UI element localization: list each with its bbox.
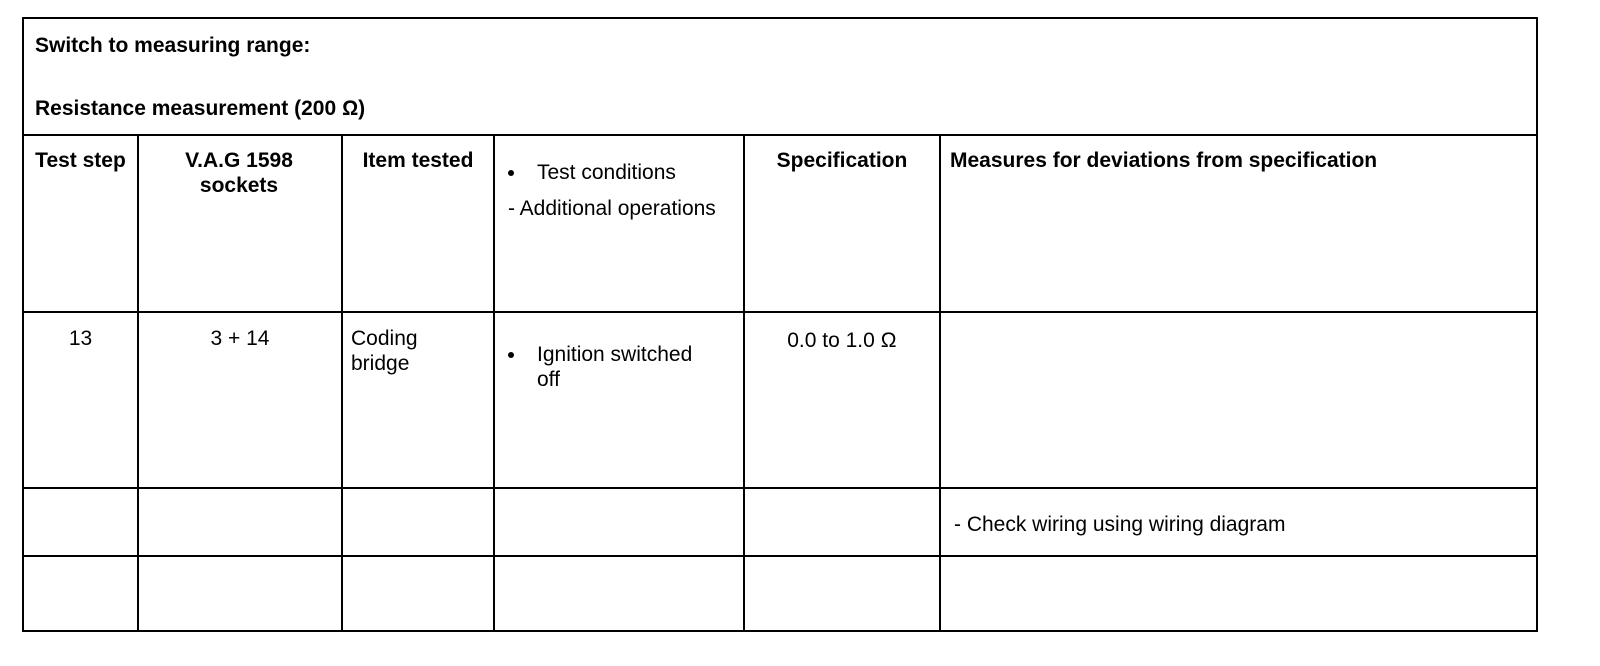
row-divider — [24, 311, 1536, 313]
row-specification: 0.0 to 1.0 Ω — [787, 329, 897, 352]
row-divider — [24, 555, 1536, 557]
header-test-conditions — [495, 160, 735, 221]
test-conditions-bullet-item — [495, 160, 735, 185]
test-conditions-label: Test conditions — [537, 161, 676, 184]
bullet-icon — [508, 170, 514, 176]
table-heading — [24, 19, 1536, 136]
header-sockets: V.A.G 1598 sockets — [185, 149, 293, 197]
header-item-tested: Item tested — [362, 149, 474, 172]
condition-bullet-item — [495, 342, 715, 392]
row-condition — [495, 342, 715, 392]
row-sockets: 3 + 14 — [210, 327, 270, 350]
header-test-step: Test step — [35, 149, 126, 172]
header-measures: Measures for deviations from specification — [950, 149, 1378, 172]
header-specification: Specification — [776, 149, 908, 172]
measurement-table — [22, 17, 1538, 632]
row-measures: - Check wiring using wiring diagram — [954, 513, 1286, 536]
resistance-measurement-label: Resistance measurement (200 Ω) — [35, 97, 366, 120]
row-item-tested: Coding bridge — [351, 327, 418, 375]
condition-text: Ignition switched off — [537, 343, 693, 391]
row-divider — [24, 487, 1536, 489]
table-grid — [24, 134, 1536, 630]
measuring-range-label: Switch to measuring range: — [35, 34, 311, 57]
row-test-step: 13 — [68, 327, 93, 350]
bullet-icon — [508, 352, 514, 358]
additional-operations-label: - Additional operations — [508, 197, 716, 220]
